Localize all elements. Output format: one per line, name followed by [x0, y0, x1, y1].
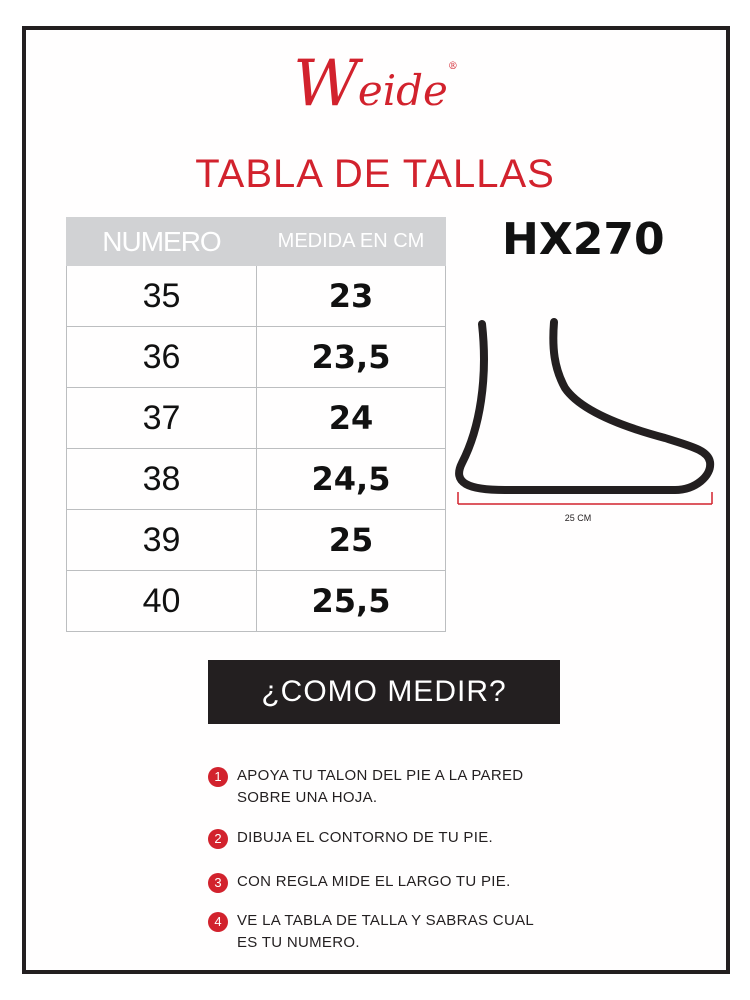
- table-header-row: [67, 218, 446, 266]
- step-text: CON REGLA MIDE EL LARGO TU PIE.: [237, 873, 511, 890]
- step-item: [208, 827, 493, 849]
- size-cm: 23: [257, 266, 446, 327]
- step-number-badge: 2: [208, 829, 228, 849]
- step-number-badge: 1: [208, 767, 228, 787]
- how-to-heading: ¿COMO MEDIR?: [208, 660, 560, 724]
- size-number: 40: [67, 571, 257, 632]
- header-medida: MEDIDA EN CM: [257, 218, 446, 266]
- step-text: APOYA TU TALON DEL PIE A LA PARED SOBRE UNA HOJA.: [237, 767, 524, 806]
- brand-logo-initial: W: [293, 47, 358, 121]
- brand-logo: [0, 47, 750, 121]
- measure-label: 25 CM: [564, 513, 592, 523]
- step-item: [208, 871, 511, 893]
- foot-outline-icon: [450, 318, 720, 528]
- table-row: [67, 510, 446, 571]
- table-row: [67, 266, 446, 327]
- foot-diagram: [450, 318, 720, 528]
- size-number: 38: [67, 449, 257, 510]
- header-numero: NUMERO: [67, 218, 257, 266]
- page-title: TABLA DE TALLAS: [195, 152, 555, 196]
- size-cm: 23,5: [257, 327, 446, 388]
- step-text: DIBUJA EL CONTORNO DE TU PIE.: [237, 829, 493, 846]
- table-row: [67, 388, 446, 449]
- size-cm: 25: [257, 510, 446, 571]
- registered-mark: ®: [447, 61, 457, 72]
- size-number: 36: [67, 327, 257, 388]
- size-number: 39: [67, 510, 257, 571]
- table-row: [67, 571, 446, 632]
- table-row: [67, 327, 446, 388]
- step-item: [208, 910, 547, 954]
- step-item: [208, 765, 537, 809]
- size-cm: 24,5: [257, 449, 446, 510]
- size-table: [66, 217, 446, 632]
- step-text: VE LA TABLA DE TALLA Y SABRAS CUAL ES TU NUMERO.: [237, 912, 534, 951]
- size-cm: 24: [257, 388, 446, 449]
- size-number: 35: [67, 266, 257, 327]
- size-cm: 25,5: [257, 571, 446, 632]
- brand-logo-rest: eide: [357, 66, 448, 115]
- step-number-badge: 3: [208, 873, 228, 893]
- size-number: 37: [67, 388, 257, 449]
- foot-outline: [459, 322, 710, 490]
- table-row: [67, 449, 446, 510]
- model-code: HX270: [502, 214, 665, 265]
- step-number-badge: 4: [208, 912, 228, 932]
